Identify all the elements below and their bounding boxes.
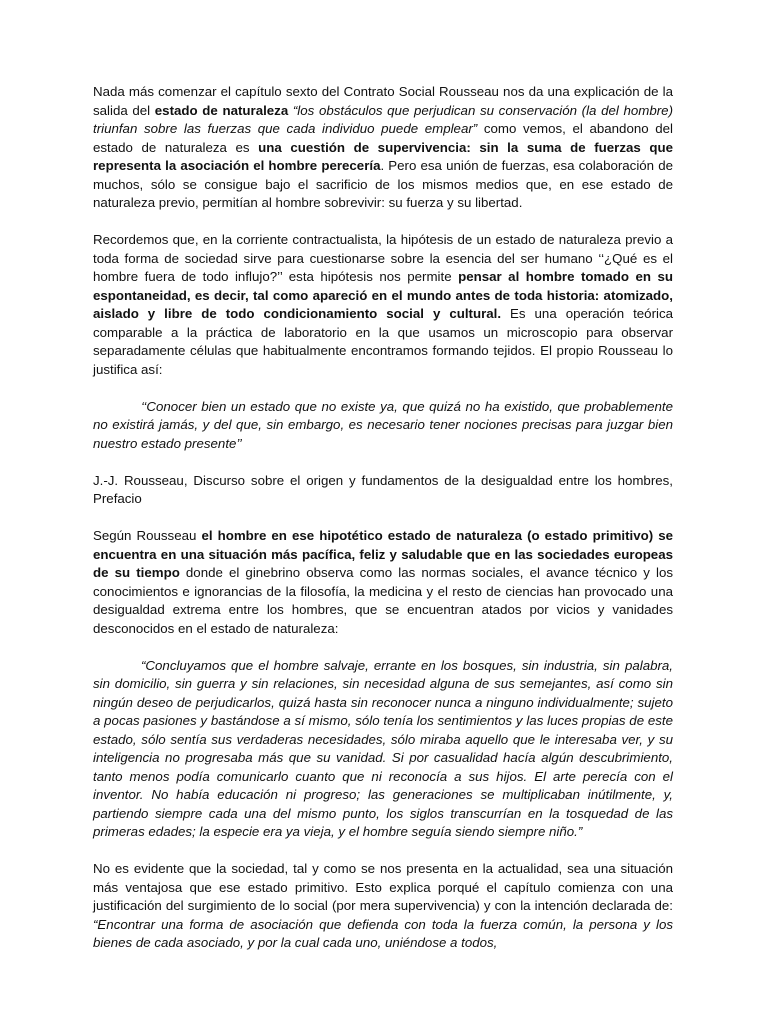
text-run: Según Rousseau bbox=[93, 528, 202, 543]
text-run: No es evidente que la sociedad, tal y como se nos presenta en la actualidad, sea una situación más ventajosa que ese estado primitivo. Esto explica porqué el capítulo comienza con una justificación del surgimiento de lo social (por mera supervivencia) y con la intención declarada de: bbox=[93, 861, 673, 913]
text-run: . Pero esa unión de fuerzas, esa colaboración de muchos, sólo se consigue bajo el sacrificio de los mismos medios que, en ese estado de naturaleza previo, permitían al hombre sobrevivir: su fuerza y su libertad. bbox=[93, 158, 673, 210]
document-body bbox=[93, 83, 673, 971]
text-run: donde el ginebrino observa como las normas sociales, el avance técnico y los conocimientos e ignorancias de la filosofía, la medicina y el resto de ciencias han provocado una desigualdad extrema entre los hombres, que se encuentran atados por vicios y vanidades desconocidos en el estado de naturaleza: bbox=[93, 565, 673, 636]
bold-text: pensar al hombre tomado en su espontaneidad, es decir, tal como apareció en el mundo antes de toda historia: atomizado, aislado y libre de todo condicionamiento social y cultural. bbox=[93, 269, 673, 321]
text-run: Es una operación teórica comparable a la práctica de laboratorio en la que usamos un microscopio para observar separadamente células que habitualmente encontramos formando tejidos. El propio Rousseau lo justifica así: bbox=[93, 306, 673, 377]
bold-text: el hombre en ese hipotético estado de naturaleza (o estado primitivo) se encuentra en una situación más pacífica, feliz y saludable que en las sociedades europeas de su tiempo bbox=[93, 528, 673, 580]
quote-paragraph bbox=[93, 657, 673, 842]
body-paragraph bbox=[93, 472, 673, 509]
text-run: ‘‘Conocer bien un estado que no existe ya, que quizá no ha existido, que probablemente no existirá jamás, y del que, sin embargo, es necesario tener nociones precisas para juzgar bien nuestro estado presente’’ bbox=[93, 398, 673, 451]
bold-text: una cuestión de supervivencia: sin la suma de fuerzas que representa la asociación el hombre perecería bbox=[93, 139, 673, 173]
italic-text: “Encontrar una forma de asociación que defienda con toda la fuerza común, la persona y los bienes de cada asociado, y por la cual cada uno, uniéndose a todos, bbox=[93, 916, 673, 950]
text-run: Nada más comenzar el capítulo sexto del Contrato Social Rousseau nos da una explicación de la salida del bbox=[93, 84, 673, 118]
body-paragraph bbox=[93, 231, 673, 379]
text-run: como vemos, el abandono del estado de naturaleza es bbox=[93, 121, 673, 155]
italic-text: “los obstáculos que perjudican su conservación (la del hombre) triunfan sobre las fuerzas que cada individuo puede emplear” bbox=[93, 102, 673, 136]
body-paragraph bbox=[93, 527, 673, 638]
quote-paragraph bbox=[93, 398, 673, 454]
text-run: “Concluyamos que el hombre salvaje, errante en los bosques, sin industria, sin palabra, sin domicilio, sin guerra y sin relaciones, sin necesidad alguna de sus semejantes, así como sin ningún deseo de perjudicarlos, quizá hasta sin reconocer nunca a ninguno individualmente; sujeto a pocas pasiones y bastándose a sí mismo, sólo tenía los sentimientos y las luces propias de este estado, sólo sentía sus verdaderas necesidades, sólo miraba aquello que le interesaba ver, y su inteligencia no progresaba más que su vanidad. Si por casualidad hacía algún descubrimiento, tanto menos podía comunicarlo cuanto que ni reconocía a sus hijos. El arte perecía con el inventor. No había educación ni progreso; las generaciones se multiplicaban inútilmente, y, partiendo siempre cada una del mismo punto, los siglos transcurrían en la tosquedad de las primeras edades; la especie era ya vieja, y el hombre seguía siendo siempre niño.” bbox=[93, 657, 673, 839]
text-run: Recordemos que, en la corriente contractualista, la hipótesis de un estado de naturaleza previo a toda forma de sociedad sirve para cuestionarse sobre la esencia del ser humano ‘‘¿Qué es el hombre fuera de todo influjo?’’ esta hipótesis nos permite bbox=[93, 232, 673, 284]
bold-text: estado de naturaleza bbox=[154, 102, 289, 118]
body-paragraph bbox=[93, 860, 673, 953]
body-paragraph bbox=[93, 83, 673, 213]
text-run: J.-J. Rousseau, Discurso sobre el origen y fundamentos de la desigualdad entre los hombres, Prefacio bbox=[93, 472, 673, 506]
